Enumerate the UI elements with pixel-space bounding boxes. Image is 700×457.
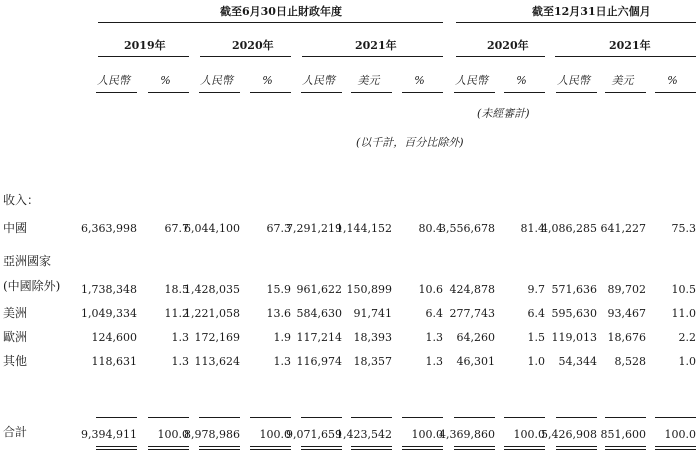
table-cell: 7,291,219	[286, 222, 342, 235]
table-cell: 18,676	[607, 331, 646, 344]
row-label: 亞洲國家	[3, 254, 52, 268]
table-cell: 10.6	[418, 283, 443, 296]
table-cell: 75.3	[671, 222, 696, 235]
table-cell: 1,221,058	[184, 307, 240, 320]
year-header-2020-interim: 2020年	[487, 39, 529, 52]
total-cell: 9,394,911	[81, 428, 137, 441]
unit-header-9: 人民幣	[557, 74, 590, 87]
total-double-rule	[199, 446, 240, 447]
total-top-rule	[250, 417, 291, 418]
total-cell: 100.0	[157, 428, 189, 441]
table-cell: 15.9	[266, 283, 291, 296]
unit-underline-5	[351, 92, 392, 93]
row-label-continued: (中國除外)	[3, 279, 61, 293]
table-cell: 89,702	[607, 283, 646, 296]
unit-underline-6	[402, 92, 443, 93]
table-cell: 116,974	[296, 355, 342, 368]
table-cell: 119,013	[551, 331, 597, 344]
year-rule-2020	[200, 56, 291, 57]
table-cell: 1,049,334	[81, 307, 137, 320]
total-double-rule	[655, 446, 696, 447]
row-label: 美洲	[3, 306, 28, 320]
total-cell: 100.0	[411, 428, 443, 441]
year-header-2021: 2021年	[355, 39, 397, 52]
table-cell: 2.2	[678, 331, 696, 344]
total-top-rule	[199, 417, 240, 418]
year-rule-2021	[302, 56, 443, 57]
fiscal-group-rule	[98, 22, 443, 23]
total-double-rule	[454, 446, 495, 447]
unit-header-0: 人民幣	[97, 74, 130, 87]
units-note: (以千計，百分比除外)	[356, 136, 464, 149]
year-rule-2020-interim	[456, 56, 545, 57]
total-top-rule	[504, 417, 545, 418]
total-label: 合計	[3, 425, 28, 439]
table-cell: 1.3	[273, 355, 291, 368]
table-cell: 80.4	[418, 222, 443, 235]
total-top-rule	[655, 417, 696, 418]
unit-header-1: %	[160, 74, 171, 87]
row-label: 歐洲	[3, 330, 28, 344]
total-cell: 9,071,659	[286, 428, 342, 441]
table-cell: 118,631	[91, 355, 137, 368]
unit-underline-3	[250, 92, 291, 93]
total-top-rule	[148, 417, 189, 418]
table-cell: 46,301	[456, 355, 495, 368]
table-cell: 67.7	[164, 222, 189, 235]
table-cell: 1.0	[527, 355, 545, 368]
unit-underline-1	[148, 92, 189, 93]
table-cell: 9.7	[527, 283, 545, 296]
fiscal-year-group-header: 截至6月30日止財政年度	[220, 5, 342, 18]
total-cell: 1,423,542	[336, 428, 392, 441]
table-cell: 595,630	[551, 307, 597, 320]
table-cell: 6.4	[425, 307, 443, 320]
table-cell: 6.4	[527, 307, 545, 320]
unit-underline-2	[199, 92, 240, 93]
total-top-rule	[301, 417, 342, 418]
table-cell: 81.4	[520, 222, 545, 235]
total-top-rule	[96, 417, 137, 418]
table-cell: 1,144,152	[336, 222, 392, 235]
table-cell: 4,086,285	[541, 222, 597, 235]
total-double-rule	[605, 446, 646, 447]
total-double-rule	[250, 449, 291, 450]
unit-header-8: %	[516, 74, 527, 87]
table-cell: 18,357	[353, 355, 392, 368]
table-cell: 3,556,678	[439, 222, 495, 235]
unit-header-10: 美元	[611, 74, 634, 87]
table-cell: 6,044,100	[184, 222, 240, 235]
table-cell: 64,260	[456, 331, 495, 344]
table-cell: 150,899	[346, 283, 392, 296]
table-cell: 6,363,998	[81, 222, 137, 235]
unit-underline-0	[96, 92, 137, 93]
table-cell: 172,169	[194, 331, 240, 344]
total-double-rule	[556, 449, 597, 450]
table-cell: 1.9	[273, 331, 291, 344]
unit-header-5: 美元	[357, 74, 380, 87]
row-label: 其他	[3, 354, 28, 368]
table-cell: 10.5	[671, 283, 696, 296]
table-cell: 13.6	[266, 307, 291, 320]
total-double-rule	[351, 446, 392, 447]
total-double-rule	[605, 449, 646, 450]
row-label: 中國	[3, 221, 28, 235]
total-double-rule	[655, 449, 696, 450]
total-double-rule	[556, 446, 597, 447]
table-cell: 18,393	[353, 331, 392, 344]
unit-header-6: %	[414, 74, 425, 87]
table-cell: 641,227	[600, 222, 646, 235]
table-cell: 91,741	[353, 307, 392, 320]
total-top-rule	[605, 417, 646, 418]
total-double-rule	[148, 449, 189, 450]
table-cell: 113,624	[194, 355, 240, 368]
interim-group-rule	[456, 22, 696, 23]
table-cell: 277,743	[449, 307, 495, 320]
unit-underline-4	[301, 92, 342, 93]
total-cell: 8,978,986	[184, 428, 240, 441]
total-cell: 100.0	[259, 428, 291, 441]
table-cell: 124,600	[91, 331, 137, 344]
table-cell: 424,878	[449, 283, 495, 296]
total-double-rule	[402, 446, 443, 447]
total-cell: 851,600	[600, 428, 646, 441]
total-cell: 100.0	[513, 428, 545, 441]
total-double-rule	[96, 446, 137, 447]
table-cell: 584,630	[296, 307, 342, 320]
table-cell: 1,428,035	[184, 283, 240, 296]
table-cell: 11.0	[671, 307, 696, 320]
total-top-rule	[402, 417, 443, 418]
total-top-rule	[454, 417, 495, 418]
revenue-section-label: 收入：	[3, 193, 40, 207]
unit-header-2: 人民幣	[200, 74, 233, 87]
year-rule-2021-interim	[555, 56, 696, 57]
table-cell: 1.3	[425, 355, 443, 368]
unit-header-4: 人民幣	[302, 74, 335, 87]
year-rule-2019	[98, 56, 189, 57]
total-double-rule	[250, 446, 291, 447]
table-cell: 67.3	[266, 222, 291, 235]
year-header-2020: 2020年	[232, 39, 274, 52]
unit-underline-9	[556, 92, 597, 93]
total-top-rule	[556, 417, 597, 418]
table-cell: 18.5	[164, 283, 189, 296]
interim-group-header: 截至12月31日止六個月	[532, 5, 651, 18]
total-cell: 5,426,908	[541, 428, 597, 441]
year-header-2021-interim: 2021年	[609, 39, 651, 52]
total-double-rule	[301, 449, 342, 450]
unaudited-note: (未經審計)	[477, 107, 530, 120]
total-double-rule	[504, 446, 545, 447]
table-cell: 961,622	[296, 283, 342, 296]
table-cell: 93,467	[607, 307, 646, 320]
table-cell: 571,636	[551, 283, 597, 296]
unit-underline-11	[655, 92, 696, 93]
total-cell: 100.0	[664, 428, 696, 441]
unit-underline-10	[605, 92, 646, 93]
total-top-rule	[351, 417, 392, 418]
total-double-rule	[301, 446, 342, 447]
table-cell: 1.5	[527, 331, 545, 344]
table-cell: 1.3	[171, 355, 189, 368]
total-double-rule	[96, 449, 137, 450]
table-cell: 1,738,348	[81, 283, 137, 296]
total-double-rule	[454, 449, 495, 450]
unit-header-3: %	[262, 74, 273, 87]
unit-underline-8	[504, 92, 545, 93]
total-double-rule	[504, 449, 545, 450]
table-cell: 54,344	[558, 355, 597, 368]
table-cell: 117,214	[296, 331, 342, 344]
table-cell: 1.3	[425, 331, 443, 344]
unit-underline-7	[454, 92, 495, 93]
year-header-2019: 2019年	[124, 39, 166, 52]
unit-header-7: 人民幣	[455, 74, 488, 87]
table-cell: 1.0	[678, 355, 696, 368]
total-cell: 4,369,860	[439, 428, 495, 441]
total-double-rule	[402, 449, 443, 450]
total-double-rule	[148, 446, 189, 447]
total-double-rule	[199, 449, 240, 450]
table-cell: 8,528	[614, 355, 646, 368]
table-cell: 11.2	[164, 307, 189, 320]
total-double-rule	[351, 449, 392, 450]
table-cell: 1.3	[171, 331, 189, 344]
unit-header-11: %	[667, 74, 678, 87]
